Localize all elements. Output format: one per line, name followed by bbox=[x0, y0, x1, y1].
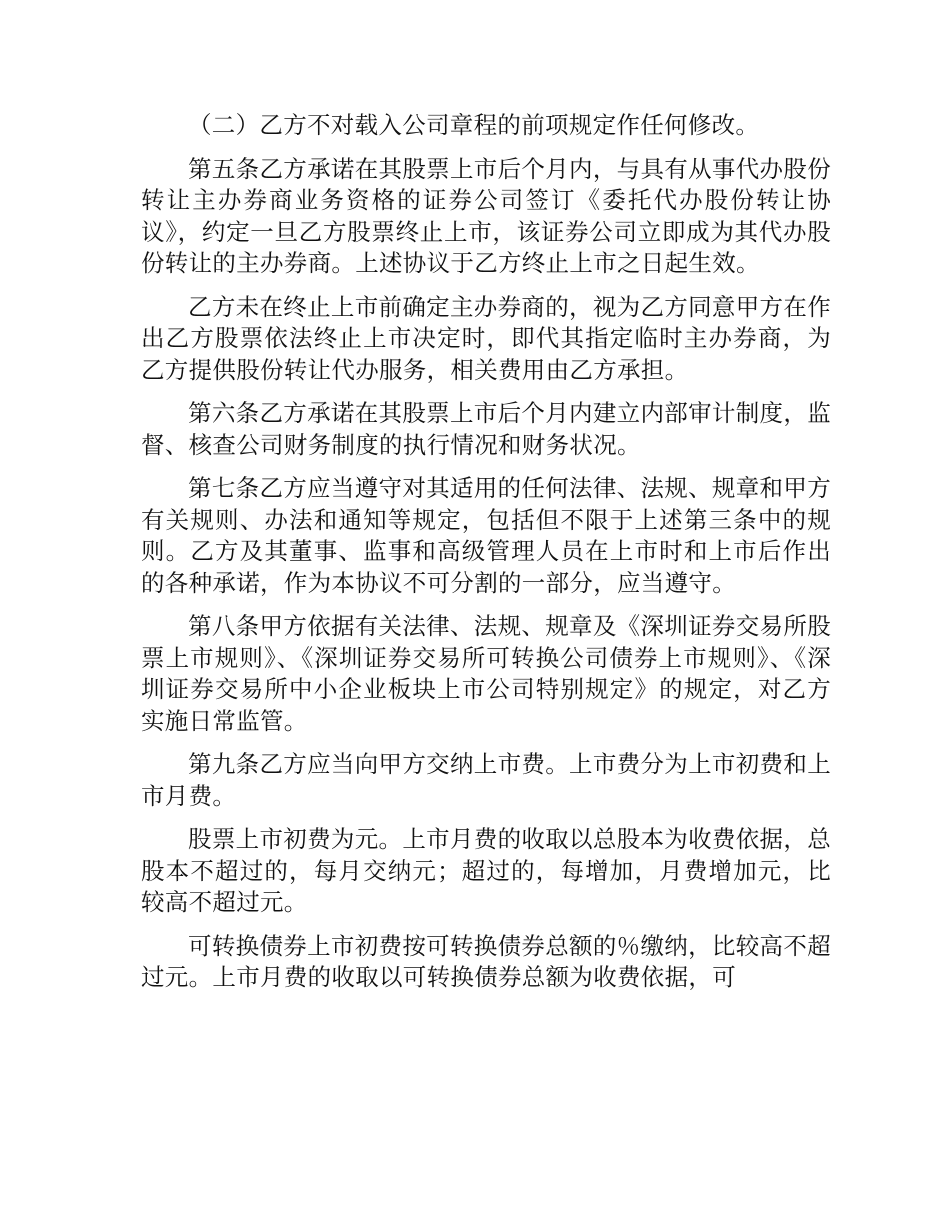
paragraph-article-7: 第七条乙方应当遵守对其适用的任何法律、法规、规章和甲方有关规则、办法和通知等规定，包括但不限于上述第三条中的规则。乙方及其董事、监事和高级管理人员在上市时和上市后作出的各种承诺，作为本协议不可分割的一部分，应当遵守。 bbox=[141, 474, 831, 597]
paragraph-article-5: 第五条乙方承诺在其股票上市后个月内，与具有从事代办股份转让主办券商业务资格的证券公司签订《委托代办股份转让协议》，约定一旦乙方股票终止上市，该证券公司立即成为其代办股份转让的主办券商。上述协议于乙方终止上市之日起生效。 bbox=[141, 154, 831, 277]
paragraph-bond-listing-fee: 可转换债券上市初费按可转换债券总额的％缴纳，比较高不超过元。上市月费的收取以可转换债券总额为收费依据，可 bbox=[141, 931, 831, 991]
paragraph-article-6: 第六条乙方承诺在其股票上市后个月内建立内部审计制度，监督、核查公司财务制度的执行情况和财务状况。 bbox=[141, 399, 831, 459]
paragraph-article-8: 第八条甲方依据有关法律、法规、规章及《深圳证券交易所股票上市规则》、《深圳证券交易所可转换公司债券上市规则》、《深圳证券交易所中小企业板块上市公司特别规定》的规定，对乙方实施日常监管。 bbox=[141, 612, 831, 735]
paragraph-article-5-supplement: 乙方未在终止上市前确定主办券商的，视为乙方同意甲方在作出乙方股票依法终止上市决定时，即代其指定临时主办券商，为乙方提供股份转让代办服务，相关费用由乙方承担。 bbox=[141, 292, 831, 384]
paragraph-article-9: 第九条乙方应当向甲方交纳上市费。上市费分为上市初费和上市月费。 bbox=[141, 750, 831, 810]
paragraph-stock-listing-fee: 股票上市初费为元。上市月费的收取以总股本为收费依据，总股本不超过的，每月交纳元；超过的，每增加，月费增加元，比较高不超过元。 bbox=[141, 825, 831, 916]
document-body bbox=[141, 110, 831, 1006]
paragraph-article-4-clause-2: （二）乙方不对载入公司章程的前项规定作任何修改。 bbox=[188, 111, 760, 139]
